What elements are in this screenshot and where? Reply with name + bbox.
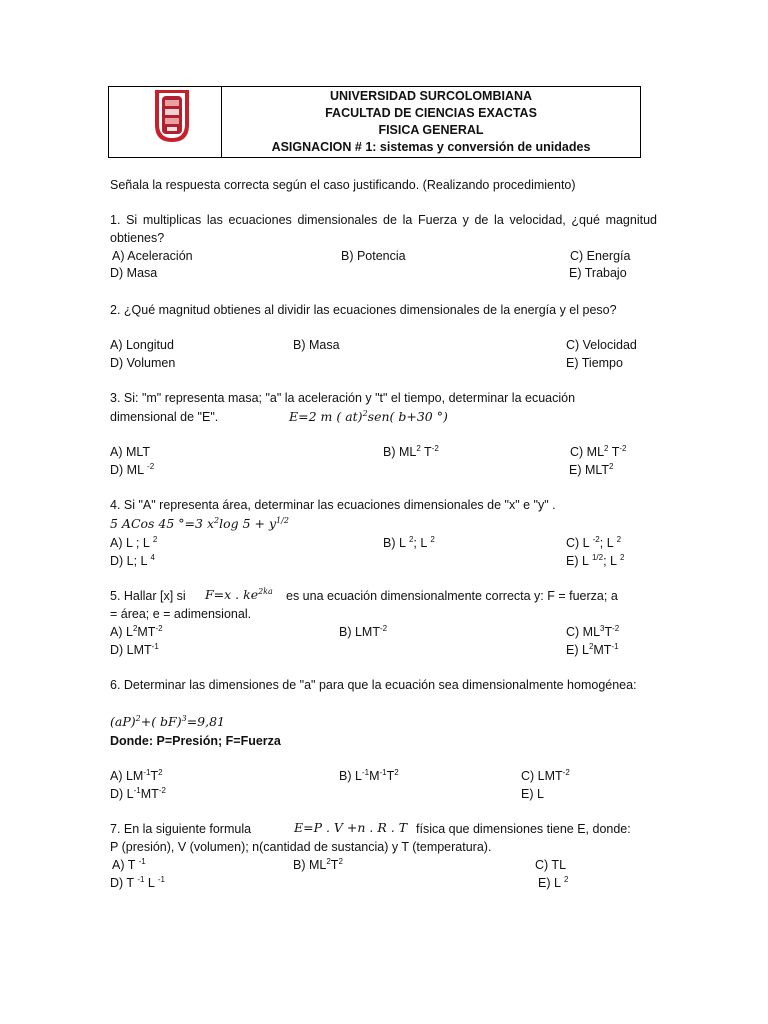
question-3-line2: dimensional de "E".	[110, 410, 219, 424]
q2-option-b: B) Masa	[293, 338, 340, 352]
q5-e-mid: MT	[593, 643, 612, 657]
q6-a-exp: -1	[143, 768, 151, 777]
q4-option-d	[110, 553, 155, 570]
university-logo	[109, 87, 222, 157]
assignment-title: ASIGNACION # 1: sistemas y conversión de unidades	[271, 140, 591, 154]
q5-a-base: A) L	[110, 625, 133, 639]
q5-e-base: E) L	[566, 643, 589, 657]
q6-equation	[110, 713, 225, 730]
q4-e-exp: 1/2	[591, 553, 604, 562]
q5-e-exp: -1	[611, 642, 619, 651]
q7-b-exp: 2	[326, 857, 331, 866]
q4-b-base: B) L	[383, 536, 409, 550]
q4-equation-part: log 5 + y	[219, 516, 277, 531]
q6-d-mid: MT	[140, 787, 159, 801]
q3-d-base: D) ML	[110, 463, 148, 477]
q3-e-base: E) MLT	[569, 463, 610, 477]
q5-d-exp: -1	[151, 642, 159, 651]
q4-option-c	[566, 535, 621, 552]
q5-a-exp: 2	[132, 624, 138, 633]
q6-where: Donde: P=Presión; F=Fuerza	[110, 734, 281, 748]
q5-equation	[205, 586, 273, 603]
q7-d-exp: -1	[137, 875, 145, 884]
q4-equation	[110, 515, 289, 532]
q3-c-base: C) ML	[570, 445, 605, 459]
q5-b-exp: -2	[379, 624, 388, 633]
q6-b-exp: -1	[361, 768, 370, 777]
q3-equation-part: sen( b+30 °)	[367, 409, 448, 424]
q3-d-exp: -2	[147, 462, 155, 471]
q6-option-a	[110, 768, 163, 785]
q3-c-mid: T	[608, 445, 620, 459]
instructions: Señala la respuesta correcta según el caso justificando. (Realizando procedimiento)	[110, 178, 576, 192]
q7-d-exp: -1	[157, 875, 166, 884]
question-5-line2: = área; e = adimensional.	[110, 607, 252, 621]
q3-option-c	[570, 444, 627, 461]
q1-option-b: B) Potencia	[341, 249, 406, 263]
q6-equation-exp: 2	[135, 714, 141, 723]
q6-c-exp: -2	[562, 768, 570, 777]
q7-option-a	[112, 857, 146, 874]
q7-b-exp: 2	[338, 857, 343, 866]
q3-c-exp: 2	[604, 444, 609, 453]
q6-option-d	[110, 786, 166, 803]
q4-equation-exp: 2	[214, 516, 220, 525]
header-table	[108, 86, 641, 158]
q3-b-exp: -2	[431, 444, 439, 453]
q7-option-c: C) TL	[535, 858, 567, 872]
q6-equation-exp: 3	[181, 714, 187, 723]
q4-b-exp: 2	[408, 535, 414, 544]
q5-option-a	[110, 624, 163, 641]
q6-b-mid: T	[386, 769, 395, 783]
q6-option-b	[339, 768, 399, 785]
q3-option-e	[569, 462, 614, 479]
q6-a-base: A) LM	[110, 769, 144, 783]
q5-option-c	[566, 624, 619, 641]
q4-option-b	[383, 535, 435, 552]
q5-b-base: B) LMT	[339, 625, 380, 639]
q7-option-b	[293, 857, 343, 874]
q4-e-mid: ; L	[603, 554, 620, 568]
q5-option-d	[110, 642, 159, 659]
question-5-tail: es una ecuación dimensionalmente correcta y: F = fuerza; a	[286, 589, 618, 603]
q6-d-exp: -2	[158, 786, 166, 795]
q4-option-e	[566, 553, 624, 570]
q3-option-d	[110, 462, 154, 479]
q7-option-e	[538, 875, 568, 892]
q6-option-c	[521, 768, 570, 785]
q4-a-base: A) L ; L	[110, 536, 153, 550]
q5-a-mid: MT	[137, 625, 156, 639]
q3-e-exp: 2	[609, 462, 614, 471]
q2-option-d: D) Volumen	[110, 356, 176, 370]
q4-d-exp: 4	[150, 553, 155, 562]
q6-b-exp: -1	[379, 768, 387, 777]
q5-equation-exp: 2ka	[258, 587, 273, 596]
q7-e-exp: 2	[563, 875, 569, 884]
q5-c-base: C) ML	[566, 625, 601, 639]
q3-equation	[289, 408, 448, 425]
q3-equation-part: E=2 m ( at)	[289, 409, 363, 424]
q4-b-exp: 2	[430, 535, 435, 544]
q4-c-base: C) L	[566, 536, 593, 550]
q6-b-base: B) L	[339, 769, 362, 783]
q4-c-mid: ; L	[599, 536, 617, 550]
q7-a-base: A) T	[112, 858, 139, 872]
q6-b-mid: M	[369, 769, 380, 783]
q5-option-b	[339, 624, 387, 641]
q1-option-c: C) Energía	[570, 249, 631, 263]
q6-equation-part: =9,81	[186, 714, 226, 729]
q4-e-base: E) L	[566, 554, 592, 568]
q6-a-exp: 2	[158, 768, 163, 777]
q4-a-exp: 2	[152, 535, 158, 544]
question-7-tail: física que dimensiones tiene E, donde:	[416, 822, 631, 836]
q5-d-base: D) LMT	[110, 643, 152, 657]
question-5-lead: 5. Hallar [x] si	[110, 589, 186, 603]
course-name: FISICA GENERAL	[378, 123, 484, 137]
question-7-line2: P (presión), V (volumen); n(cantidad de sustancia) y T (temperatura).	[110, 840, 492, 854]
q5-e-exp: 2	[588, 642, 594, 651]
q1-option-a: A) Aceleración	[112, 249, 193, 263]
q5-equation-part: F=x . ke	[205, 587, 259, 602]
q6-d-exp: -1	[133, 786, 141, 795]
q5-c-mid: T	[604, 625, 613, 639]
faculty-name: FACULTAD DE CIENCIAS EXACTAS	[325, 106, 537, 120]
q6-b-exp: 2	[394, 768, 399, 777]
question-7-lead: 7. En la siguiente formula	[110, 822, 252, 836]
q6-c-base: C) LMT	[521, 769, 563, 783]
q4-e-exp: 2	[619, 553, 625, 562]
q1-option-d: D) Masa	[110, 266, 158, 280]
header-title-block	[222, 87, 640, 157]
question-3-line1: 3. Si: "m" representa masa; "a" la aceleración y "t" el tiempo, determinar la ecuación	[110, 391, 576, 405]
q3-option-b	[383, 444, 439, 461]
q3-c-exp: -2	[619, 444, 627, 453]
question-2-text: 2. ¿Qué magnitud obtienes al dividir las ecuaciones dimensionales de la energía y el peso?	[110, 303, 617, 317]
q3-equation-exp: 2	[362, 409, 368, 418]
question-6-text: 6. Determinar las dimensiones de "a" para que la ecuación sea dimensionalmente homogénea:	[110, 678, 637, 692]
q6-equation-part: +( bF)	[140, 714, 182, 729]
q7-b-base: B) ML	[293, 858, 327, 872]
q7-d-base: D) T	[110, 876, 138, 890]
q2-option-a: A) Longitud	[110, 338, 174, 352]
q7-b-mid: T	[330, 858, 339, 872]
q1-option-e: E) Trabajo	[569, 266, 627, 280]
university-seal-icon	[109, 87, 221, 157]
q4-d-base: D) L; L	[110, 554, 151, 568]
q2-option-c: C) Velocidad	[566, 338, 637, 352]
q7-e-base: E) L	[538, 876, 564, 890]
q3-b-mid: T	[420, 445, 432, 459]
q6-option-e: E) L	[521, 787, 544, 801]
q7-d-mid: L	[144, 876, 158, 890]
q7-equation: E=P . V +n . R . T	[294, 820, 408, 835]
q4-c-exp: -2	[592, 535, 600, 544]
q3-option-a: A) MLT	[110, 445, 151, 459]
q7-option-d	[110, 875, 165, 892]
q3-b-exp: 2	[416, 444, 421, 453]
q6-equation-part: (aP)	[110, 714, 136, 729]
question-4-text: 4. Si "A" representa área, determinar las ecuaciones dimensionales de "x" e "y" .	[110, 498, 556, 512]
q6-d-base: D) L	[110, 787, 134, 801]
q3-b-base: B) ML	[383, 445, 417, 459]
q5-option-e	[566, 642, 619, 659]
q4-b-mid: ; L	[413, 536, 431, 550]
q4-equation-exp: 1/2	[276, 516, 289, 525]
q7-a-exp: -1	[138, 857, 146, 866]
university-name: UNIVERSIDAD SURCOLOMBIANA	[329, 89, 533, 103]
q4-c-exp: 2	[616, 535, 622, 544]
q5-a-exp: -2	[155, 624, 163, 633]
q4-equation-part: 5 ACos 45 °=3 x	[110, 516, 215, 531]
q2-option-e: E) Tiempo	[566, 356, 623, 370]
q5-c-exp: 3	[600, 624, 605, 633]
q6-a-mid: T	[150, 769, 159, 783]
question-1-text: 1. Si multiplicas las ecuaciones dimensionales de la Fuerza y de la velocidad, ¿qué magnitud obtienes?	[110, 213, 657, 245]
q4-option-a	[110, 535, 157, 552]
q5-c-exp: -2	[612, 624, 620, 633]
